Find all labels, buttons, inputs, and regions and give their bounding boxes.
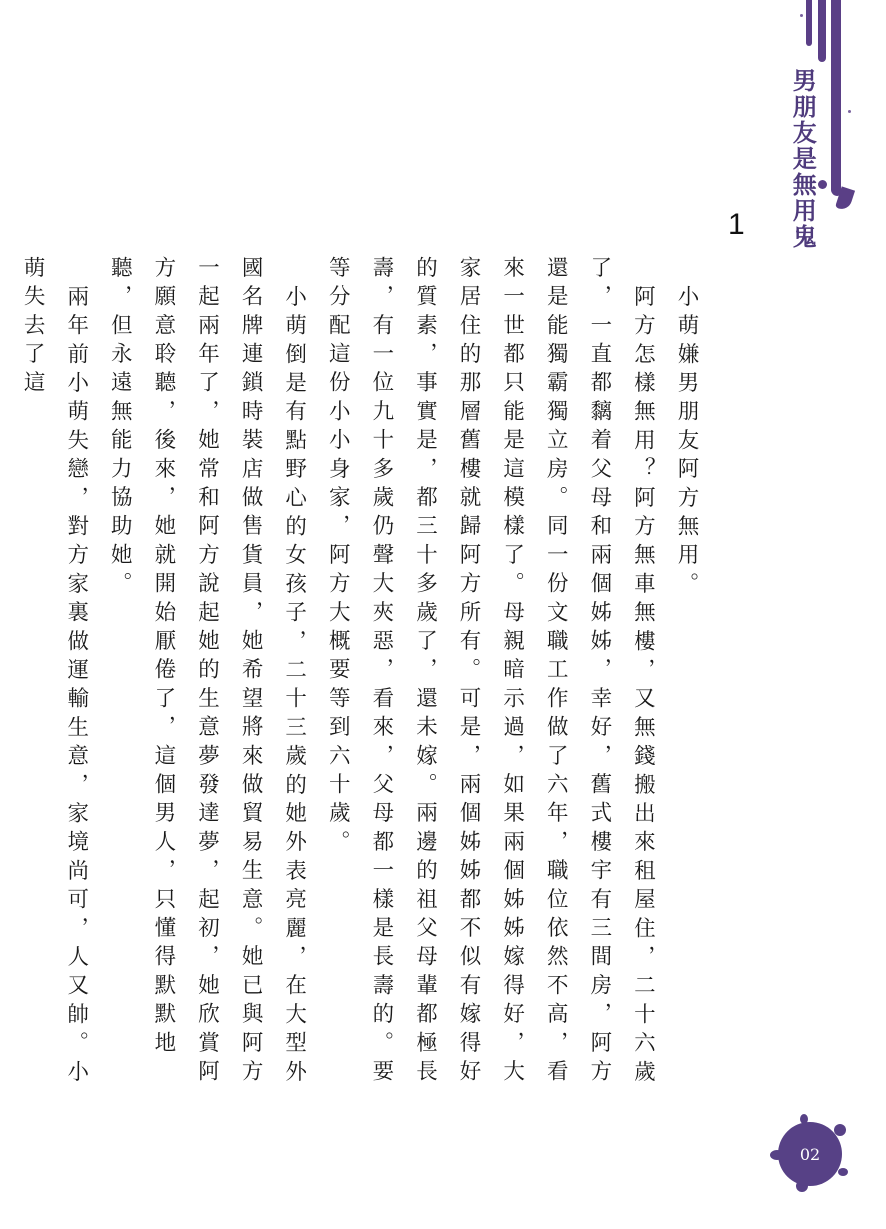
paragraph: 阿方怎樣無用？阿方無車無樓，又無錢搬出來租屋住，二十六歲了，一直都黐着父母和兩個姊姊，幸好，舊式樓宇有三間房，阿方還是能獨霸獨立房。同一份文職工作做了六年，職位依然不高，看來一世都只能是這模樣了。母親暗示過，如果兩個姊姊嫁得好，大家居住的那層舊樓就歸阿方所有。可是，兩個姊姊都不似有嫁得好的質素，事實是，都三十多歲了，還未嫁。兩邊的祖父母輩都極長壽，有一位九十多歲仍聲大夾惡，看來，父母都一樣是長壽的。要等分配這份小小身家，阿方大概要等到六十歲。 [325, 256, 656, 1089]
paragraph: 小萌倒是有點野心的女孩子，二十三歲的她外表亮麗，在大型外國名牌連鎖時裝店做售貨員，她希望將來做貿易生意。她已與阿方一起兩年了，她常和阿方說起她的生意夢發達夢，起初，她欣賞阿方願意聆聽，後來，她就開始厭倦了，這個男人，只懂得默默地聽，但永遠無能力協助她。 [107, 256, 307, 1089]
chapter-number: 1 [728, 208, 745, 241]
body-text [20, 256, 708, 1116]
page-number: 02 [778, 1122, 842, 1186]
book-title: 男朋友是無用鬼 [788, 68, 818, 250]
paragraph: 小萌嫌男朋友阿方無用。 [674, 284, 699, 601]
paragraph: 兩年前小萌失戀，對方家裏做運輸生意，家境尚可，人又帥。小萌失去了這 [20, 256, 89, 1089]
